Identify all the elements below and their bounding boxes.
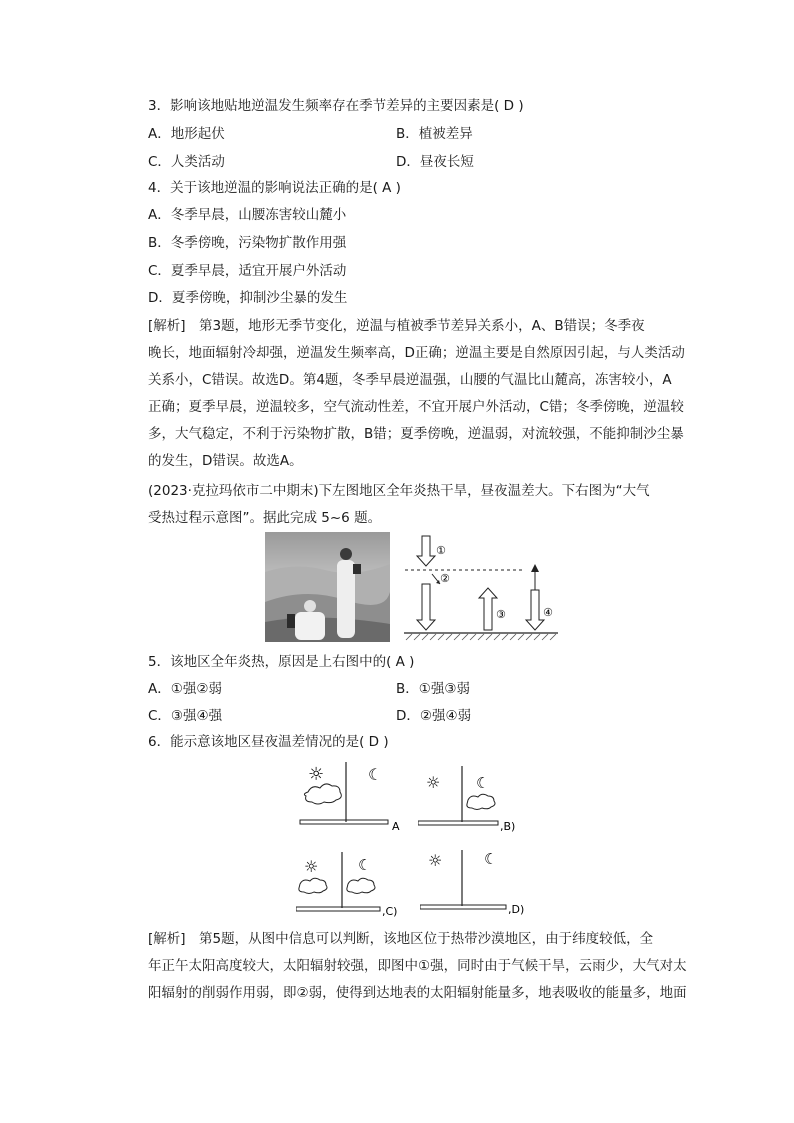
panel-c-night-cloud [347, 878, 375, 893]
panel-c-sun-icon: ☼ [304, 857, 319, 876]
q3-option-a: A．地形起伏 [148, 126, 225, 142]
q4-option-b: B．冬季傍晚，污染物扩散作用强 [148, 235, 347, 251]
q4-option-d: D．夏季傍晚，抑制沙尘暴的发生 [148, 290, 348, 306]
analysis1-line-1: [解析] 第3题，地形无季节变化，逆温与植被季节差异关系小，A、B错误；冬季夜 [148, 318, 645, 334]
panel-c-label: ,C) [382, 905, 398, 918]
panel-a-label: A [392, 820, 400, 832]
q3-option-c: C．人类活动 [148, 154, 225, 170]
panel-b-label: ,B) [500, 820, 516, 832]
panel-a-day-cloud [304, 784, 341, 804]
analysis2-line-2: 年正午太阳高度较大，太阳辐射较强，即图中①强，同时由于气候干旱，云雨少，大气对太 [148, 958, 687, 974]
panel-b-night-cloud [467, 794, 495, 809]
panel-b [418, 760, 528, 832]
panel-a-sun-icon: ☼ [308, 764, 325, 785]
q3-option-b: B．植被差异 [396, 126, 473, 142]
panel-d-moon-icon: ☾ [484, 850, 498, 868]
analysis1-line-2: 晚长，地面辐射冷却强，逆温发生频率高，D正确；逆温主要是自然原因引起，与人类活动 [148, 345, 685, 361]
label-3: ③ [496, 608, 506, 621]
arrow-3 [479, 588, 497, 630]
q5-option-a: A．①强②弱 [148, 681, 222, 697]
panel-d [420, 846, 530, 918]
q4-stem: 4．关于该地逆温的影响说法正确的是( A ) [148, 180, 401, 196]
panel-a-moon-icon: ☾ [368, 765, 383, 784]
q4-option-c: C．夏季早晨，适宜开展户外活动 [148, 263, 347, 279]
panel-d-label: ,D) [508, 903, 525, 916]
desert-falconers-photo [265, 532, 390, 642]
q5-option-d: D．②强④弱 [396, 708, 472, 724]
analysis2-line-3: 阳辐射的削弱作用弱，即②弱，使得到达地表的太阳辐射能量多，地表吸收的能量多，地面 [148, 985, 687, 1001]
analysis1-line-3: 关系小，C错误。故选D。第4题，冬季早晨逆温强，山腰的气温比山麓高，冻害较小，A [148, 372, 672, 388]
q3-option-d: D．昼夜长短 [396, 154, 474, 170]
label-1: ① [436, 544, 446, 557]
panel-c-moon-icon: ☾ [358, 856, 372, 874]
panel-b-sun-icon: ☼ [426, 773, 441, 792]
panel-c-day-cloud [299, 878, 327, 893]
panel-a [298, 760, 408, 832]
arrow-4 [526, 590, 544, 630]
analysis1-line-6: 的发生，D错误。故选A。 [148, 453, 303, 469]
panel-b-moon-icon: ☾ [476, 774, 490, 792]
panel-d-sun-icon: ☼ [428, 851, 443, 870]
intro-line-2: 受热过程示意图”。据此完成 5~6 题。 [148, 510, 382, 526]
q5-stem: 5．该地区全年炎热，原因是上右图中的( A ) [148, 654, 415, 670]
arrow-1-surface [417, 584, 435, 630]
desert-photo-illustration [265, 532, 390, 642]
q6-stem: 6．能示意该地区昼夜温差情况的是( D ) [148, 734, 389, 750]
q5-option-b: B．①强③弱 [396, 681, 470, 697]
panel-c [296, 846, 406, 918]
analysis2-line-1: [解析] 第5题，从图中信息可以判断，该地区位于热带沙漠地区，由于纬度较低，全 [148, 931, 654, 947]
q4-option-a: A．冬季早晨，山腰冻害较山麓小 [148, 207, 347, 223]
q5-option-c: C．③强④强 [148, 708, 223, 724]
atmosphere-heating-diagram [400, 532, 560, 644]
label-4: ④ [543, 606, 553, 619]
label-2: ② [440, 572, 450, 585]
arrow-1 [417, 536, 435, 566]
q3-stem: 3．影响该地贴地逆温发生频率存在季节差异的主要因素是( D ) [148, 98, 524, 114]
intro-line-1: (2023·克拉玛依市二中期末)下左图地区全年炎热干旱，昼夜温差大。下右图为“大气 [148, 483, 650, 499]
analysis1-line-4: 正确；夏季早晨，逆温较多，空气流动性差，不宜开展户外活动，C错；冬季傍晚，逆温较 [148, 399, 684, 415]
analysis1-line-5: 多，大气稳定，不利于污染物扩散，B错；夏季傍晚，逆温弱，对流较强，不能抑制沙尘暴 [148, 426, 684, 442]
